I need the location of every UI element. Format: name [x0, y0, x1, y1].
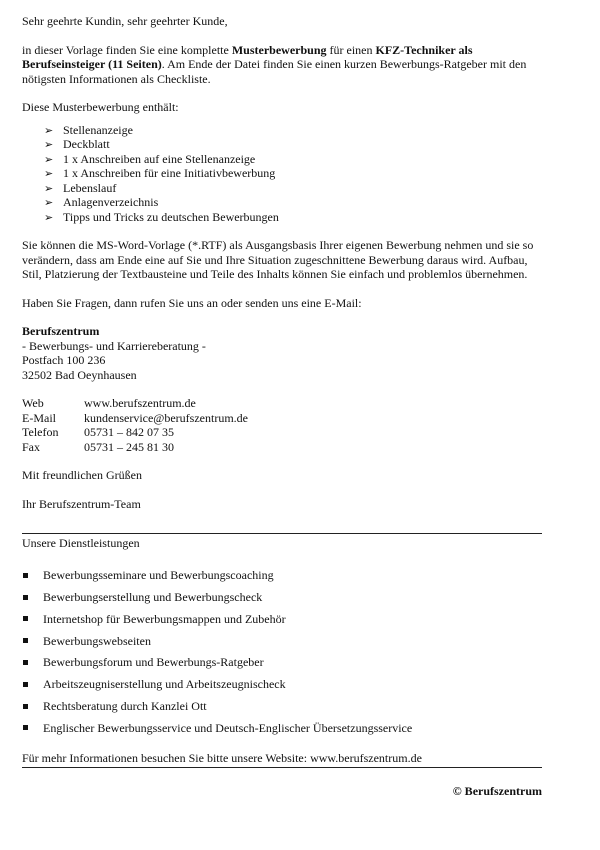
list-item: [22, 652, 542, 674]
list-item: [44, 195, 542, 210]
company-tagline: - Bewerbungs- und Karriereberatung -: [22, 338, 206, 353]
square-bullet-icon: [23, 616, 28, 621]
contact-row-email: [22, 411, 542, 426]
list-item: [22, 695, 542, 717]
square-bullet-icon: [23, 638, 28, 643]
website-note: Für mehr Informationen besuchen Sie bitte unsere Website: www.berufszentrum.de: [22, 750, 422, 765]
service-label: Englischer Bewerbungsservice und Deutsch-Englischer Übersetzungsservice: [43, 720, 413, 735]
contact-table: [22, 396, 542, 454]
list-item: [44, 123, 542, 138]
intro-text-2: für einen: [326, 42, 376, 57]
list-item-label: Anlagenverzeichnis: [63, 195, 159, 209]
arrow-bullet-icon: ➢: [44, 167, 54, 180]
list-item: [22, 565, 542, 587]
list-item-label: 1 x Anschreiben auf eine Stellenanzeige: [63, 151, 256, 166]
phone-number: 05731 – 842 07 35: [84, 425, 174, 439]
company-street: Postfach 100 236: [22, 353, 106, 367]
intro-bold-2: KFZ-Techniker als Berufseinsteiger (11 Seiten): [22, 42, 473, 71]
contents-list: [22, 123, 542, 225]
intro-bold-1: Musterbewerbung: [231, 42, 327, 57]
fax-number: 05731 – 245 81 30: [84, 439, 174, 454]
company-city: 32502 Bad Oeynhausen: [22, 367, 137, 382]
arrow-bullet-icon: ➢: [44, 138, 54, 151]
list-item-label: Deckblatt: [63, 137, 110, 151]
company-address: [22, 324, 542, 382]
list-item: [22, 717, 542, 739]
email-link[interactable]: kundenservice@berufszentrum.de: [84, 410, 248, 425]
intro-paragraph: [22, 43, 542, 87]
square-bullet-icon: [23, 660, 28, 665]
arrow-bullet-icon: ➢: [44, 123, 54, 137]
list-item: [44, 166, 542, 181]
arrow-bullet-icon: ➢: [44, 210, 54, 224]
arrow-bullet-icon: ➢: [44, 181, 54, 195]
service-label: Bewerbungsforum und Bewerbungs-Ratgeber: [43, 655, 264, 670]
list-item-label: 1 x Anschreiben für eine Initiativbewerbung: [63, 166, 276, 180]
square-bullet-icon: [23, 725, 28, 730]
service-label: Bewerbungserstellung und Bewerbungscheck: [43, 589, 263, 604]
arrow-bullet-icon: ➢: [44, 152, 54, 166]
document-page: [22, 14, 542, 799]
intro-text-3: . Am Ende der Datei finden Sie einen kurzen Bewerbungs-Ratgeber mit den nötigsten Informationen als Checkliste.: [22, 57, 527, 86]
list-item: [44, 181, 542, 196]
square-bullet-icon: [23, 682, 28, 687]
service-label: Bewerbungsseminare und Bewerbungscoaching: [43, 568, 274, 583]
contact-key: Fax: [22, 439, 40, 454]
questions-line: Haben Sie Fragen, dann rufen Sie uns an oder senden uns eine E-Mail:: [22, 295, 362, 310]
list-item-label: Tipps und Tricks zu deutschen Bewerbungen: [63, 209, 279, 224]
contact-key: E-Mail: [22, 410, 56, 425]
web-link[interactable]: www.berufszentrum.de: [84, 396, 196, 410]
contact-row-web: [22, 396, 542, 411]
salutation: Sehr geehrte Kundin, sehr geehrter Kunde,: [22, 14, 228, 28]
square-bullet-icon: [23, 704, 28, 709]
intro-text-1: in dieser Vorlage finden Sie eine komplette: [22, 42, 232, 57]
list-item: [22, 608, 542, 630]
template-note: Sie können die MS-Word-Vorlage (*.RTF) als Ausgangsbasis Ihrer eigenen Bewerbung nehmen und sie so verändern, dass am Ende eine auf Sie und Ihre Situation zugeschnittene Bewerbung daraus wird. Aufbau, Stil, Platzierung der Textbausteine und Teile des Inhalts können Sie einfach und problemlos übernehmen.: [22, 238, 534, 281]
service-label: Bewerbungswebseiten: [43, 633, 151, 648]
service-label: Arbeitszeugniserstellung und Arbeitszeugnischeck: [43, 677, 286, 692]
list-item: [22, 673, 542, 695]
list-item: [44, 210, 542, 225]
list-item: [22, 630, 542, 652]
company-name: Berufszentrum: [22, 324, 100, 338]
service-label: Rechtsberatung durch Kanzlei Ott: [43, 698, 207, 713]
contents-heading: Diese Musterbewerbung enthält:: [22, 100, 179, 114]
arrow-bullet-icon: ➢: [44, 196, 54, 209]
copyright-notice: © Berufszentrum: [452, 784, 542, 799]
divider: [22, 767, 542, 768]
divider: [22, 533, 542, 534]
contact-row-fax: [22, 440, 542, 455]
services-list: [22, 565, 542, 739]
list-item-label: Stellenanzeige: [63, 122, 133, 137]
contact-row-phone: [22, 425, 542, 440]
square-bullet-icon: [23, 573, 28, 578]
square-bullet-icon: [23, 595, 28, 600]
closing: Mit freundlichen Grüßen: [22, 468, 142, 482]
contact-key: Web: [22, 396, 44, 410]
list-item: [44, 152, 542, 167]
list-item: [22, 586, 542, 608]
signature: Ihr Berufszentrum-Team: [22, 496, 141, 511]
services-heading: Unsere Dienstleistungen: [22, 536, 140, 550]
service-label: Internetshop für Bewerbungsmappen und Zubehör: [43, 611, 286, 626]
list-item: [44, 137, 542, 152]
contact-key: Telefon: [22, 425, 59, 439]
list-item-label: Lebenslauf: [63, 180, 117, 195]
